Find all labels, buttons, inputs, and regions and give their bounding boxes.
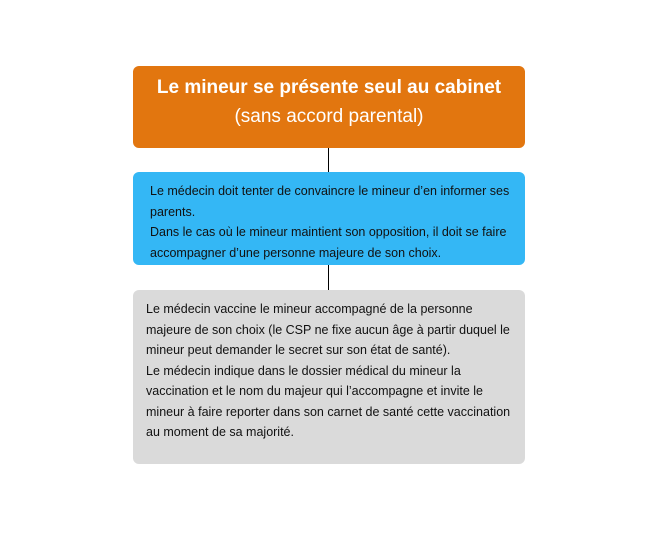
- connector-line-2: [328, 265, 329, 290]
- start-box-title: Le mineur se présente seul au cabinet: [156, 77, 502, 98]
- step-box-persuade-text-2: Dans le cas où le mineur maintient son opposition, il doit se faire accompagner d’une personne majeure de son choix.: [150, 225, 507, 260]
- start-box-subtitle: (sans accord parental): [234, 106, 424, 127]
- start-box: [133, 66, 525, 148]
- connector-line-1: [328, 148, 329, 172]
- step-box-vaccinate-text-2: Le médecin indique dans le dossier médical du mineur la vaccination et le nom du majeur qui l’accompagne et invite le mineur à faire reporter dans son carnet de santé cette vaccination au moment de sa majorité.: [146, 363, 511, 439]
- step-box-persuade-text-1: Le médecin doit tenter de convaincre le mineur d’en informer ses parents.: [150, 184, 510, 219]
- step-box-vaccinate: [133, 290, 525, 464]
- step-box-persuade: [133, 172, 525, 265]
- step-box-vaccinate-text-1: Le médecin vaccine le mineur accompagné de la personne majeure de son choix (le CSP ne fixe aucun âge à partir duquel le mineur peut demander le secret sur son état de santé).: [146, 302, 510, 357]
